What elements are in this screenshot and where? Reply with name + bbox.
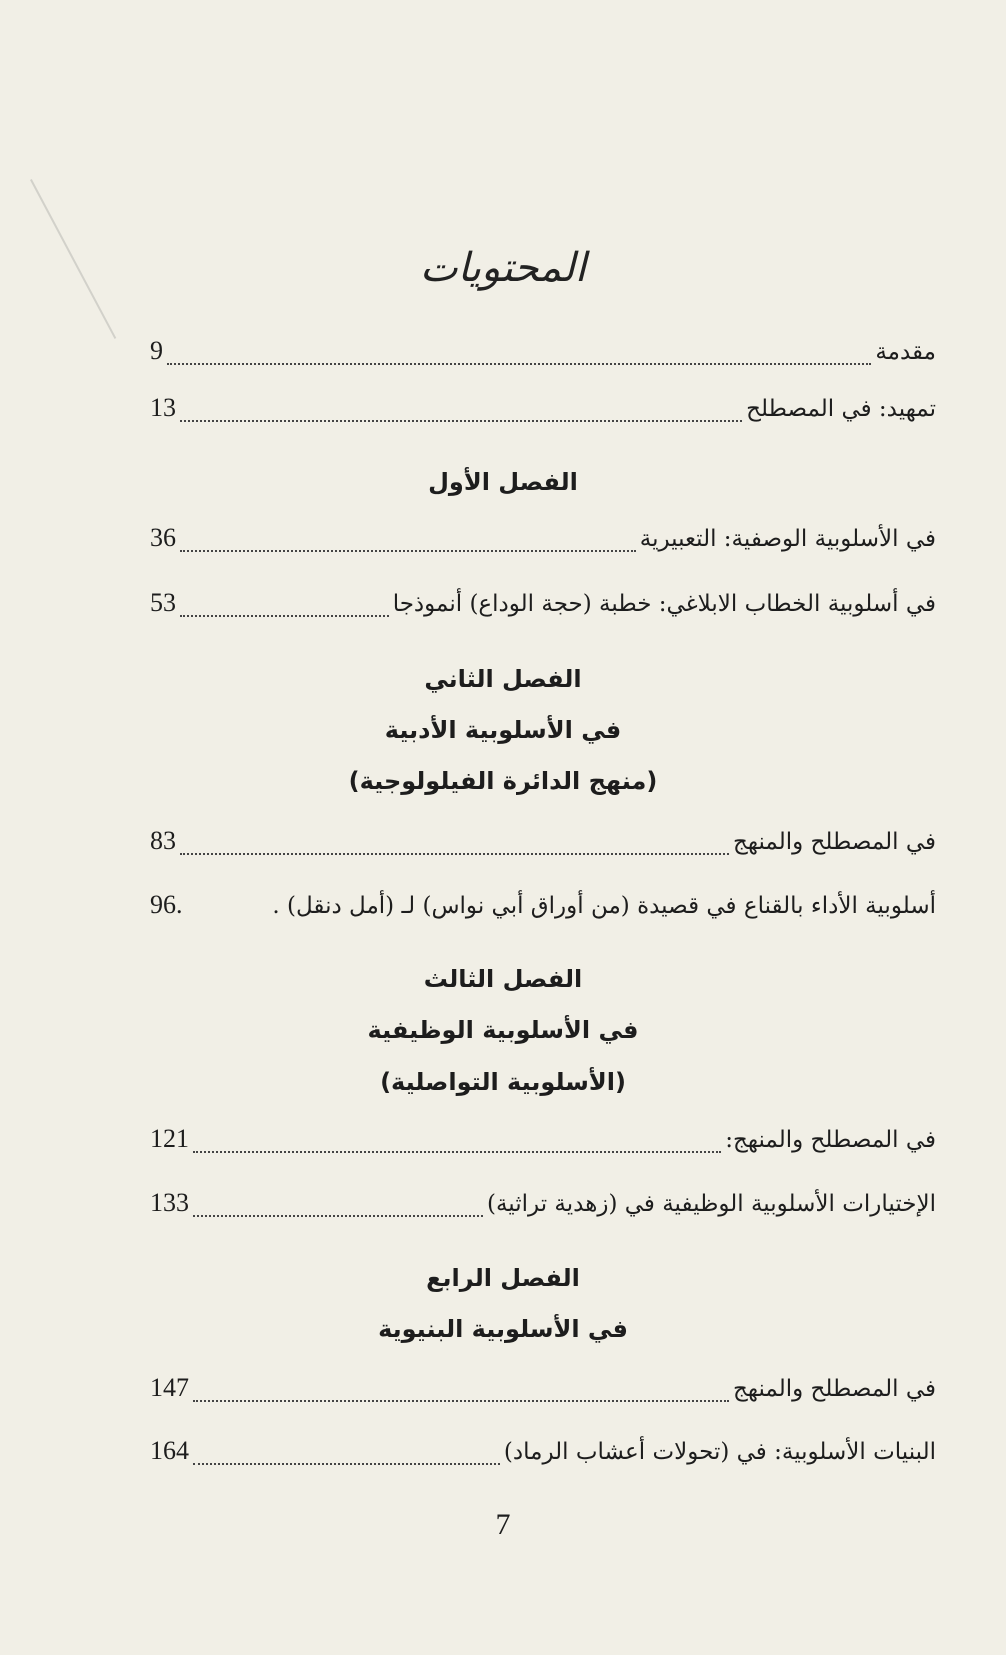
chapter-heading: الفصل الرابع [426,1264,580,1292]
toc-entry-label: الإختيارات الأسلوبية الوظيفية في (زهدية تراثية) [486,1191,936,1217]
toc-entry-page: 9 [150,336,163,365]
toc-entry-label: في أسلوبية الخطاب الابلاغي: خطبة (حجة الوداع) أنموذجا [392,591,936,617]
toc-entry-page: 121 [150,1124,189,1153]
toc-entry-label: في المصطلح والمنهج [733,1376,936,1402]
toc-entry [150,890,936,930]
toc-leader-dots [193,1400,729,1402]
toc-leader-dots [193,1151,721,1153]
toc-leader-dots [180,420,742,422]
toc-entry-label: أسلوبية الأداء بالقناع في قصيدة (من أوراق أبي نواس) لـ (أمل دنقل) . [272,893,936,919]
chapter-subtitle: في الأسلوبية الوظيفية [367,1016,639,1044]
toc-entry-label: مقدمة [875,339,936,365]
chapter-heading: الفصل الأول [428,468,578,496]
toc-entry-page: 147 [150,1373,189,1402]
toc-leader-dots [180,853,729,855]
toc-entry-page: 53 [150,588,176,617]
toc-entry [150,393,936,433]
toc-entry-label: في المصطلح والمنهج: [725,1127,936,1153]
toc-entry-page: 36 [150,523,176,552]
toc-leader-dots [187,917,269,919]
toc-entry [150,523,936,563]
toc-entry [150,1124,936,1164]
chapter-heading: الفصل الثاني [424,665,582,693]
toc-entry [150,1188,936,1228]
toc-entry [150,1436,936,1476]
toc-entry-label: في الأسلوبية الوصفية: التعبيرية [639,526,936,552]
chapter-subtitle: في الأسلوبية البنيوية [378,1315,628,1343]
toc-entry [150,336,936,376]
toc-entry-page: 83 [150,826,176,855]
toc-entry-label: في المصطلح والمنهج [733,829,936,855]
toc-leader-dots [193,1463,500,1465]
chapter-subtitle: (منهج الدائرة الفيلولوجية) [348,767,658,795]
toc-entry-label: البنيات الأسلوبية: في (تحولات أعشاب الرماد) [503,1439,936,1465]
toc-entry-page: 164 [150,1436,189,1465]
toc-leader-dots [180,615,389,617]
chapter-subtitle: في الأسلوبية الأدبية [384,716,622,744]
toc-leader-dots [180,550,636,552]
chapter-heading: الفصل الثالث [423,965,583,993]
toc-entry-page: 96. [150,890,183,919]
toc-entry [150,826,936,866]
page-title: المحتويات [420,245,586,291]
toc-entry-page: 13 [150,393,176,422]
chapter-subtitle: (الأسلوبية التواصلية) [380,1068,626,1096]
page-smudge [30,137,196,339]
toc-entry [150,1373,936,1413]
page-number: 7 [495,1508,511,1541]
toc-entry-label: تمهيد: في المصطلح [746,396,936,422]
toc-entry-page: 133 [150,1188,189,1217]
toc-entry [150,588,936,628]
toc-leader-dots [193,1215,483,1217]
toc-leader-dots [167,363,871,365]
